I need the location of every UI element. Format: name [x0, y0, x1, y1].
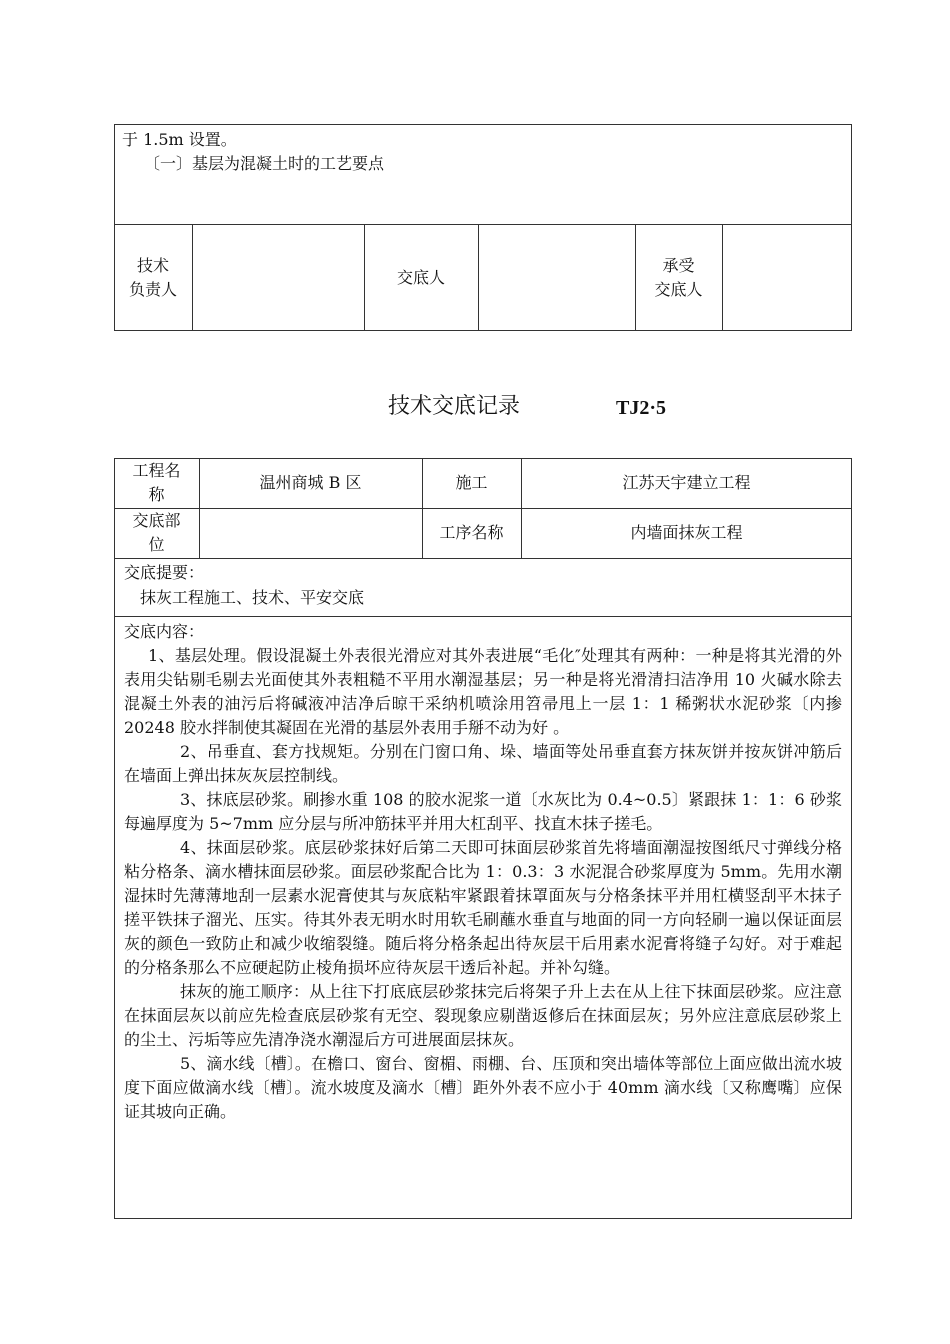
content-paragraph-4: 4、抹面层砂浆。底层砂浆抹好后第二天即可抹面层砂浆首先将墙面潮湿按图纸尺寸弹线分格粘分格条、滴水槽抹面层砂浆。面层砂浆配合比为 1：0.3：3 水泥混合砂浆厚度为 5mm。先用水潮湿抹时先薄薄地刮一层素水泥膏使其与灰底粘牢紧跟着抹罩面灰与分格条抹平并用杠横竖刮平木抹子搓平铁抹子溜光、压实。待其外表无明水时用软毛刷蘸水垂直与地面的同一方向轻刷一遍以保证面层灰的颜色一致防止和减少收缩裂缝。随后将分格条起出待灰层干后用素水泥膏将缝子勾好。对于难起的分格条那么不应硬起防止棱角损坏应待灰层干透后补起。并补勾缝。 — [124, 838, 842, 977]
row-divider-3 — [114, 616, 852, 617]
content-label: 交底内容： — [124, 622, 205, 641]
summary-text: 抹灰工程施工、技术、平安交底 — [140, 588, 365, 607]
receiver-label-2: 交底人 — [654, 279, 703, 299]
top-line-2: 〔一〕基层为混凝土时的工艺要点 — [144, 154, 385, 173]
receiver-value — [722, 224, 852, 331]
content-paragraph-1: 1、基层处理。假设混凝土外表很光滑应对其外表进展“毛化″处理其有两种：一种是将其光滑的外表用尖钻剔毛剔去光面使其外表粗糙不平用水潮湿基层；另一种是将光滑清扫洁净用 10 火碱水除去混凝土外表的油污后将碱液冲洁净后晾干采纳机喷涂用笤帚甩上一层 1：1 稀粥状水泥砂浆〔内掺 20248 胶水拌制使其凝固在光滑的基层外表用手掰不动为好 。 — [124, 646, 842, 737]
process-value: 内墙面抹灰工程 — [630, 523, 743, 542]
content-paragraph-2: 2、吊垂直、套方找规矩。分别在门窗口角、垛、墙面等处吊垂直套方抹灰饼并按灰饼冲筋后在墙面上弹出抹灰灰层控制线。 — [124, 742, 842, 785]
part-value — [199, 508, 422, 558]
construction-label: 施工 — [455, 473, 488, 492]
content-paragraph-6: 5、滴水线〔槽〕。在檐口、窗台、窗楣、雨棚、台、压顶和突出墙体等部位上面应做出流水坡度下面应做滴水线〔槽〕。流水坡度及滴水〔槽〕距外外表不应小于 40mm 滴水线〔又称鹰嘴〕应保证其坡向正确。 — [124, 1054, 842, 1121]
construction-value: 江苏天宇建立工程 — [622, 473, 751, 492]
content-paragraph-5: 抹灰的施工顺序：从上往下打底底层砂浆抹完后将架子升上去在从上往下抹面层砂浆。应注意在抹面层灰以前应先检查底层砂浆有无空、裂现象应剔凿返修后在抹面层灰；另外应注意底层砂浆上的尘土、污垢等应先清净浇水潮湿后方可进展面层抹灰。 — [124, 982, 842, 1049]
tech-lead-label-1: 技术 — [136, 255, 169, 275]
process-label: 工序名称 — [439, 523, 504, 542]
project-name-label — [114, 458, 199, 508]
top-line-1: 于 1.5m 设置。 — [122, 130, 237, 149]
receiver-label — [635, 224, 722, 331]
content-paragraph-3: 3、抹底层砂浆。刷掺水重 108 的胶水泥浆一道〔水灰比为 0.4~0.5〕紧跟抹 1：1：6 砂浆每遍厚度为 5~7mm 应分层与所冲筋抹平并用大杠刮平、找直木抹子搓毛。 — [124, 790, 842, 833]
record-code: TJ2·5 — [616, 397, 667, 419]
tech-lead-label — [114, 224, 192, 331]
tech-lead-value — [192, 224, 364, 331]
presenter-label: 交底人 — [396, 267, 445, 287]
part-label-1: 交底部 — [132, 511, 181, 530]
content-body — [124, 644, 842, 1124]
project-name-value: 温州商城 B 区 — [259, 473, 362, 492]
row-divider-2 — [114, 558, 852, 559]
tech-lead-label-2: 负责人 — [128, 279, 177, 299]
project-name-label-1: 工程名 — [132, 461, 181, 480]
receiver-label-1: 承受 — [662, 255, 695, 275]
record-title: 技术交底记录 — [388, 394, 521, 419]
part-label-2: 位 — [148, 535, 165, 554]
project-name-label-2: 称 — [148, 485, 165, 504]
part-label — [114, 508, 199, 558]
presenter-value — [478, 224, 635, 331]
summary-label: 交底提要： — [124, 563, 205, 582]
